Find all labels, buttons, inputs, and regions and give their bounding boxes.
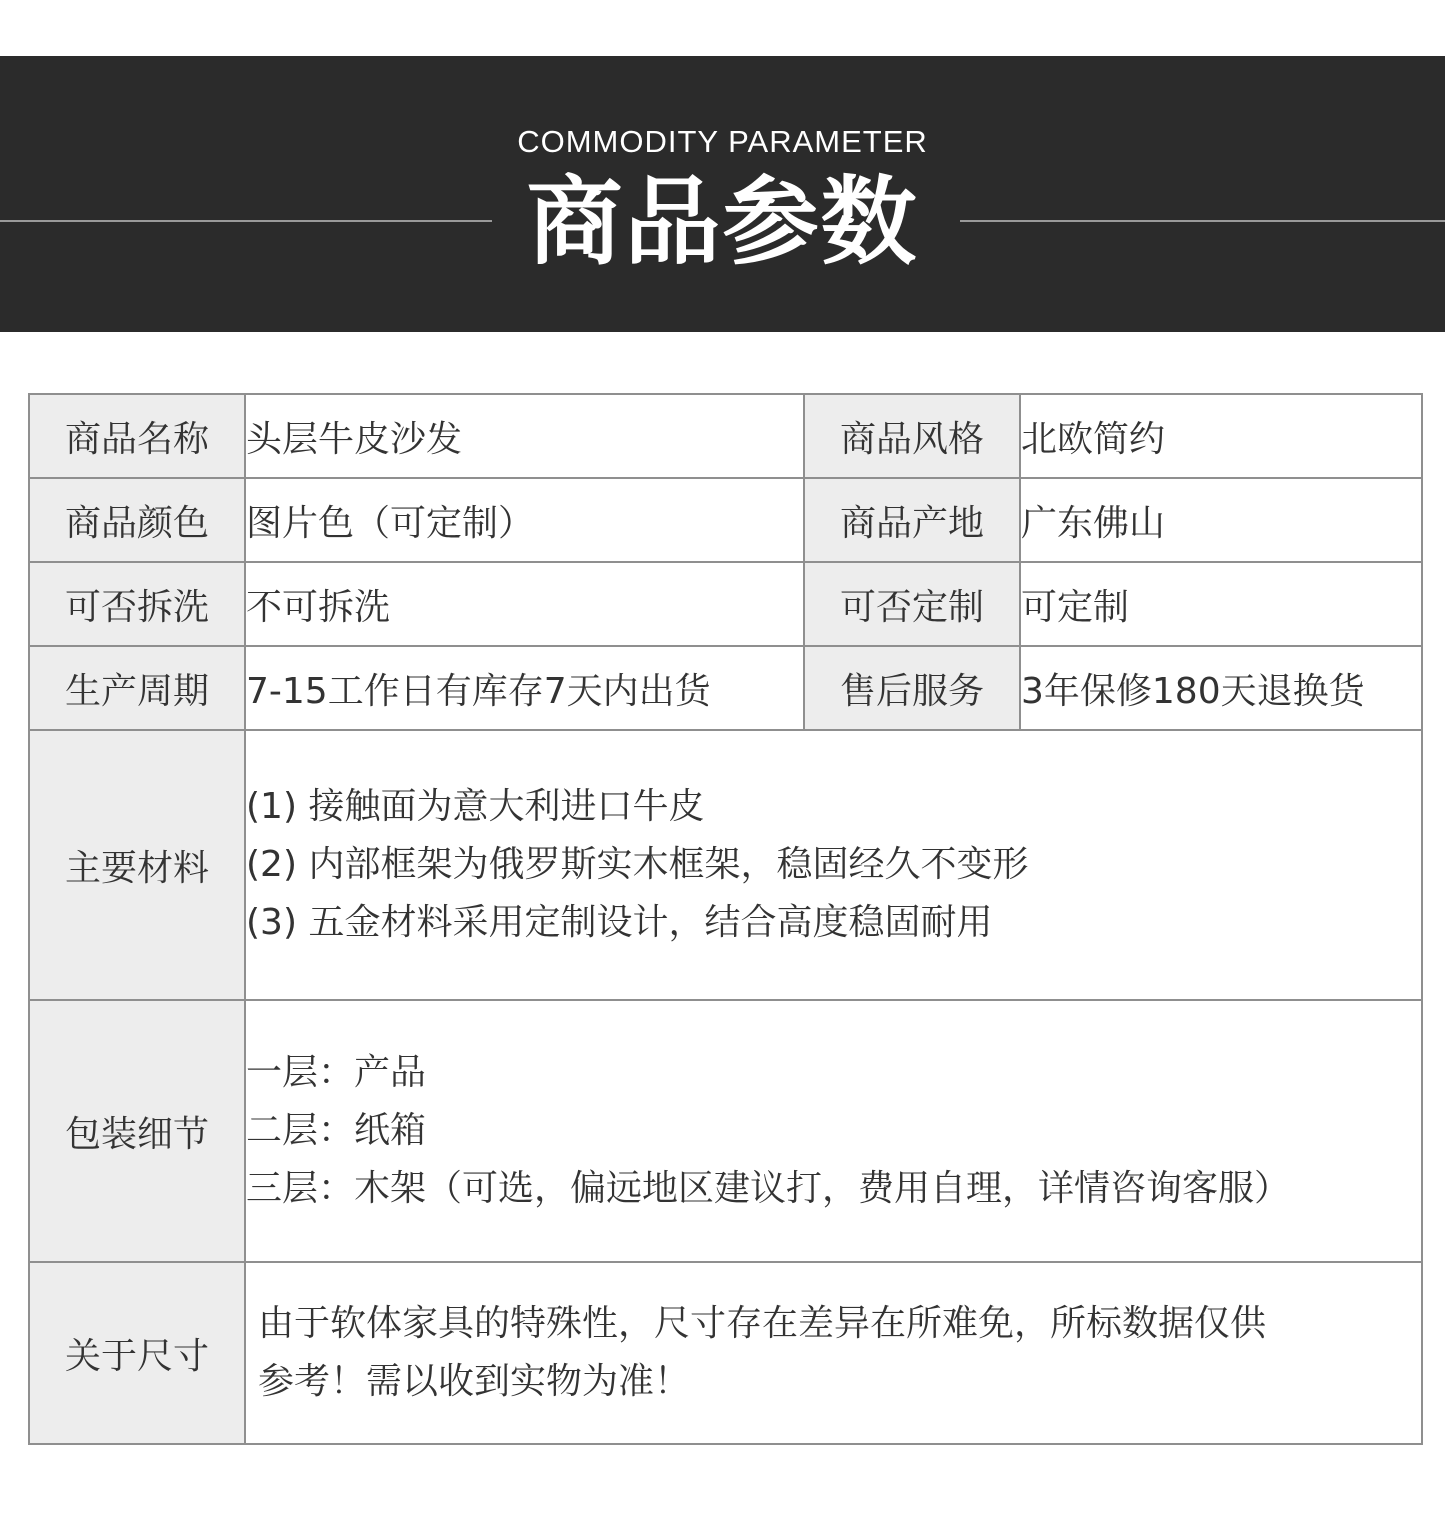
param-value: 3年保修180天退换货 xyxy=(1020,646,1422,730)
param-value: 广东佛山 xyxy=(1020,478,1422,562)
packaging-item: 二层：纸箱 xyxy=(246,1110,427,1151)
param-label: 商品产地 xyxy=(804,478,1020,562)
size-label: 关于尺寸 xyxy=(29,1262,245,1444)
param-value: 头层牛皮沙发 xyxy=(245,394,804,478)
table-row xyxy=(29,562,1422,646)
param-value: 不可拆洗 xyxy=(245,562,804,646)
param-label: 可否拆洗 xyxy=(29,562,245,646)
materials-row xyxy=(29,730,1422,1000)
param-label: 可否定制 xyxy=(804,562,1020,646)
materials-item: (1) 接触面为意大利进口牛皮 xyxy=(246,786,705,827)
packaging-row xyxy=(29,1000,1422,1262)
param-value: 可定制 xyxy=(1020,562,1422,646)
param-label: 商品风格 xyxy=(804,394,1020,478)
packaging-label: 包装细节 xyxy=(29,1000,245,1262)
size-note-line: 参考！需以收到实物为准！ xyxy=(258,1361,691,1402)
param-label: 售后服务 xyxy=(804,646,1020,730)
table-row xyxy=(29,394,1422,478)
packaging-item: 一层：产品 xyxy=(246,1052,427,1093)
materials-label: 主要材料 xyxy=(29,730,245,1000)
materials-item: (3) 五金材料采用定制设计，结合高度稳固耐用 xyxy=(246,902,993,943)
param-value: 图片色（可定制） xyxy=(245,478,804,562)
materials-list xyxy=(245,730,1422,1000)
size-note-line: 由于软体家具的特殊性，尺寸存在差异在所难免，所标数据仅供 xyxy=(258,1303,1267,1344)
packaging-item: 三层：木架（可选，偏远地区建议打，费用自理，详情咨询客服） xyxy=(246,1168,1291,1209)
size-note xyxy=(245,1262,1422,1444)
param-label: 商品颜色 xyxy=(29,478,245,562)
size-row xyxy=(29,1262,1422,1444)
param-value: 北欧简约 xyxy=(1020,394,1422,478)
parameter-table xyxy=(28,393,1423,1445)
banner-title: 商品参数 xyxy=(526,166,919,278)
param-label: 生产周期 xyxy=(29,646,245,730)
packaging-list xyxy=(245,1000,1422,1262)
table-row xyxy=(29,478,1422,562)
banner-subtitle: COMMODITY PARAMETER xyxy=(517,124,928,159)
param-value: 7-15工作日有库存7天内出货 xyxy=(245,646,804,730)
table-row xyxy=(29,646,1422,730)
materials-item: (2) 内部框架为俄罗斯实木框架，稳固经久不变形 xyxy=(246,844,1029,885)
param-label: 商品名称 xyxy=(29,394,245,478)
